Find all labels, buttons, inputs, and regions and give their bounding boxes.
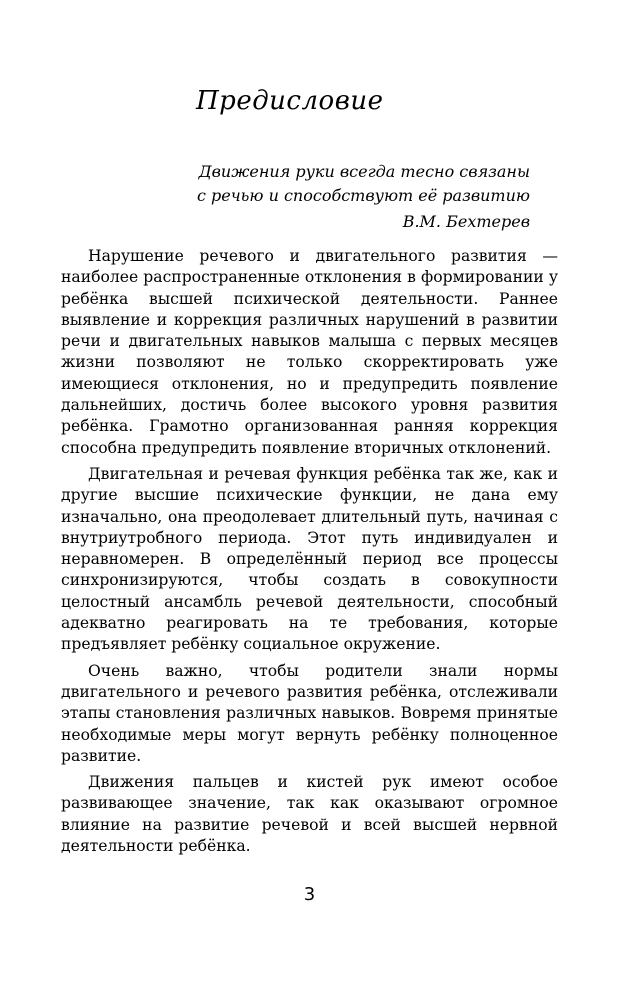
epigraph-line: с речью и способствуют её развитию xyxy=(196,186,530,205)
paragraph: Нарушение речевого и двигательного развития — наиболее распространенные отклонения в формировании у ребёнка высшей психической деятельности. Раннее выявление и коррекция различных нарушений в развитии речи и двигательных навыков малыша с первых месяцев жизни позволяют не только скорректировать уже имеющиеся отклонения, но и предупредить появление дальнейших, достичь более высокого уровня развития ребёнка. Грамотно организованная ранняя коррекция способна предупредить появление вторичных отклонений. xyxy=(61,247,558,457)
epigraph-line: Движения руки всегда тесно связаны xyxy=(198,162,530,181)
page-number: 3 xyxy=(303,884,316,905)
epigraph-author: В.М. Бехтерев xyxy=(402,212,530,231)
paragraph: Очень важно, чтобы родители знали нормы двигательного и речевого развития ребёнка, отслеживали этапы становления различных навыков. Вовремя принятые необходимые меры могут вернуть ребёнку полноценное развитие. xyxy=(61,661,558,765)
body-text xyxy=(61,246,558,857)
page-title: Предисловие xyxy=(196,86,384,116)
epigraph xyxy=(180,160,530,234)
paragraph: Двигательная и речевая функция ребёнка так же, как и другие высшие психические функции, не дана ему изначально, она преодолевает длительный путь, начиная с внутриутробного периода. Этот путь индивидуален и неравномерен. В определённый период все процессы синхронизируются, чтобы создать в совокупности целостный ансамбль речевой деятельности, способный адекватно реагировать на те требования, которые предъявляет ребёнку социальное окружение. xyxy=(61,464,558,654)
paragraph: Движения пальцев и кистей рук имеют особое развивающее значение, так как оказывают огромное влияние на развитие речевой и всей высшей нервной деятельности ребёнка. xyxy=(61,773,558,856)
